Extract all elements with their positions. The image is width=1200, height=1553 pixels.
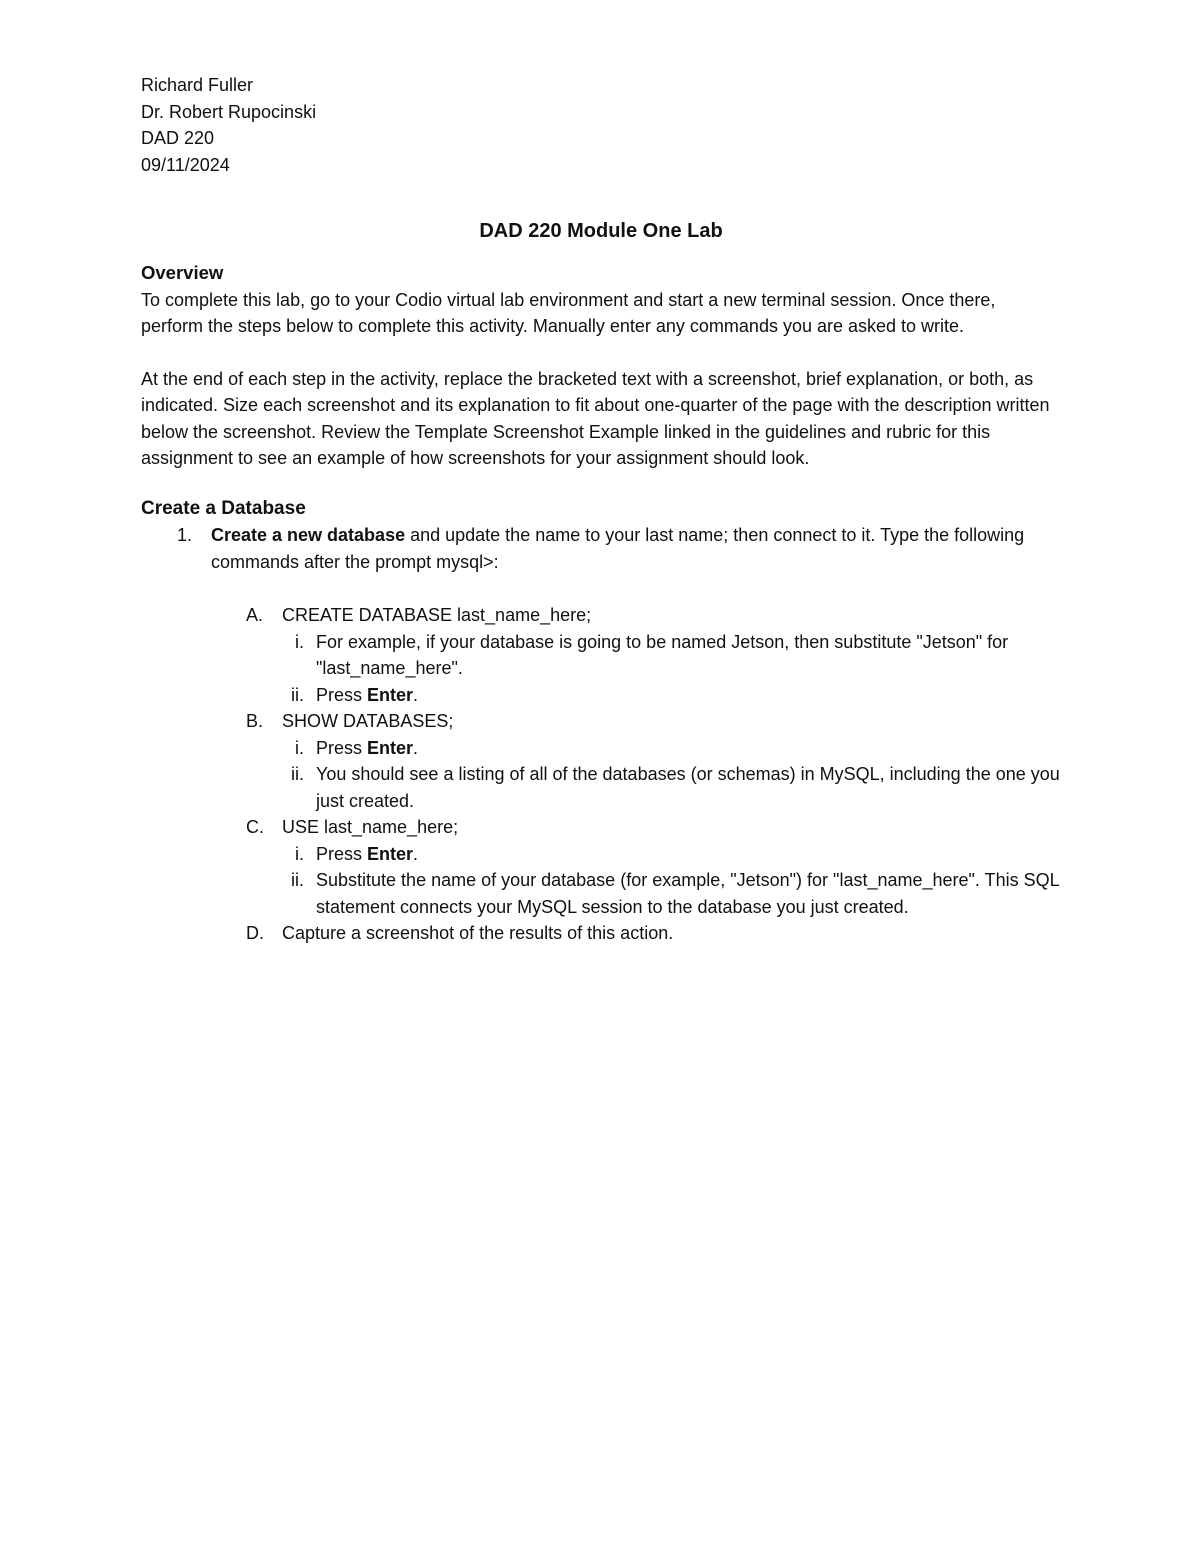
page-title: DAD 220 Module One Lab (479, 220, 723, 242)
press-label: Press (316, 843, 368, 864)
header-block (141, 72, 1061, 178)
substep-b-letter: B. (246, 711, 264, 731)
student-name: Richard Fuller (141, 75, 254, 95)
enter-key-label: Enter (367, 737, 414, 758)
enter-key-label: Enter (367, 843, 414, 864)
roman-numeral: ii. (291, 764, 304, 784)
submission-date: 09/11/2024 (141, 154, 230, 175)
step-1-rest: and update the name to your last name; then connect to it. Type the following commands after the prompt mysql>: (211, 525, 1025, 572)
roman-numeral: ii. (291, 870, 304, 890)
substep-a-i (282, 629, 1061, 682)
substep-a-roman-list (282, 629, 1061, 709)
substep-c-ii (282, 867, 1061, 920)
enter-key-label: Enter (367, 684, 414, 705)
substep-b (246, 708, 1061, 735)
step-1-number: 1. (177, 525, 193, 545)
substep-a (246, 602, 1061, 629)
substep-b-i (282, 735, 1061, 762)
overview-paragraph-1: To complete this lab, go to your Codio virtual lab environment and start a new terminal session. Once there, perform the steps below to complete this activity. Manually enter any commands you are asked to write. (141, 289, 996, 336)
roman-text: For example, if your database is going to be named Jetson, then substitute "Jetson" for "last_name_here". (316, 631, 1009, 678)
substep-b-ii (282, 761, 1061, 814)
period: . (413, 737, 419, 758)
document-content (141, 72, 1061, 947)
substep-a-ii (282, 682, 1061, 709)
substep-a-text: CREATE DATABASE last_name_here; (282, 605, 592, 625)
roman-text (316, 682, 1061, 709)
roman-numeral: i. (295, 631, 304, 652)
roman-text (316, 735, 1061, 762)
roman-numeral: ii. (291, 684, 304, 705)
roman-text: You should see a listing of all of the databases (or schemas) in MySQL, including the one you just created. (316, 764, 1060, 811)
substep-a-letter: A. (246, 605, 264, 625)
step-1-text (211, 522, 1061, 575)
roman-numeral: i. (295, 843, 304, 864)
roman-text (316, 841, 1061, 868)
substep-b-roman-list (282, 735, 1061, 815)
step-1-bold: Create a new database (211, 525, 406, 545)
press-label: Press (316, 737, 368, 758)
substep-d-text: Capture a screenshot of the results of this action. (282, 923, 674, 943)
substep-c-text: USE last_name_here; (282, 817, 459, 837)
course-code: DAD 220 (141, 128, 215, 148)
substep-c-roman-list (282, 841, 1061, 921)
substep-c (246, 814, 1061, 841)
roman-text: Substitute the name of your database (for example, "Jetson") for "last_name_here". This SQL statement connects your MySQL session to the database you just created. (316, 870, 1059, 917)
substep-d (246, 920, 1061, 947)
overview-paragraph-2: At the end of each step in the activity, replace the bracketed text with a screenshot, brief explanation, or both, as indicated. Size each screenshot and its explanation to fit about one-quarter of the page with the description written below the screenshot. Review the Template Screenshot Example linked in the guidelines and rubric for this assignment to see an example of how screenshots for your assignment should look. (141, 368, 1050, 468)
substep-c-i (282, 841, 1061, 868)
substep-d-letter: D. (246, 923, 264, 943)
instructor-name: Dr. Robert Rupocinski (141, 101, 317, 122)
substep-c-letter: C. (246, 817, 264, 837)
substep-list (246, 602, 1061, 947)
overview-heading: Overview (141, 262, 224, 283)
create-database-heading: Create a Database (141, 497, 306, 519)
roman-numeral: i. (295, 737, 304, 758)
press-label: Press (316, 684, 368, 705)
period: . (413, 684, 419, 705)
period: . (413, 843, 419, 864)
step-1 (177, 522, 1061, 575)
substep-b-text: SHOW DATABASES; (282, 711, 454, 731)
